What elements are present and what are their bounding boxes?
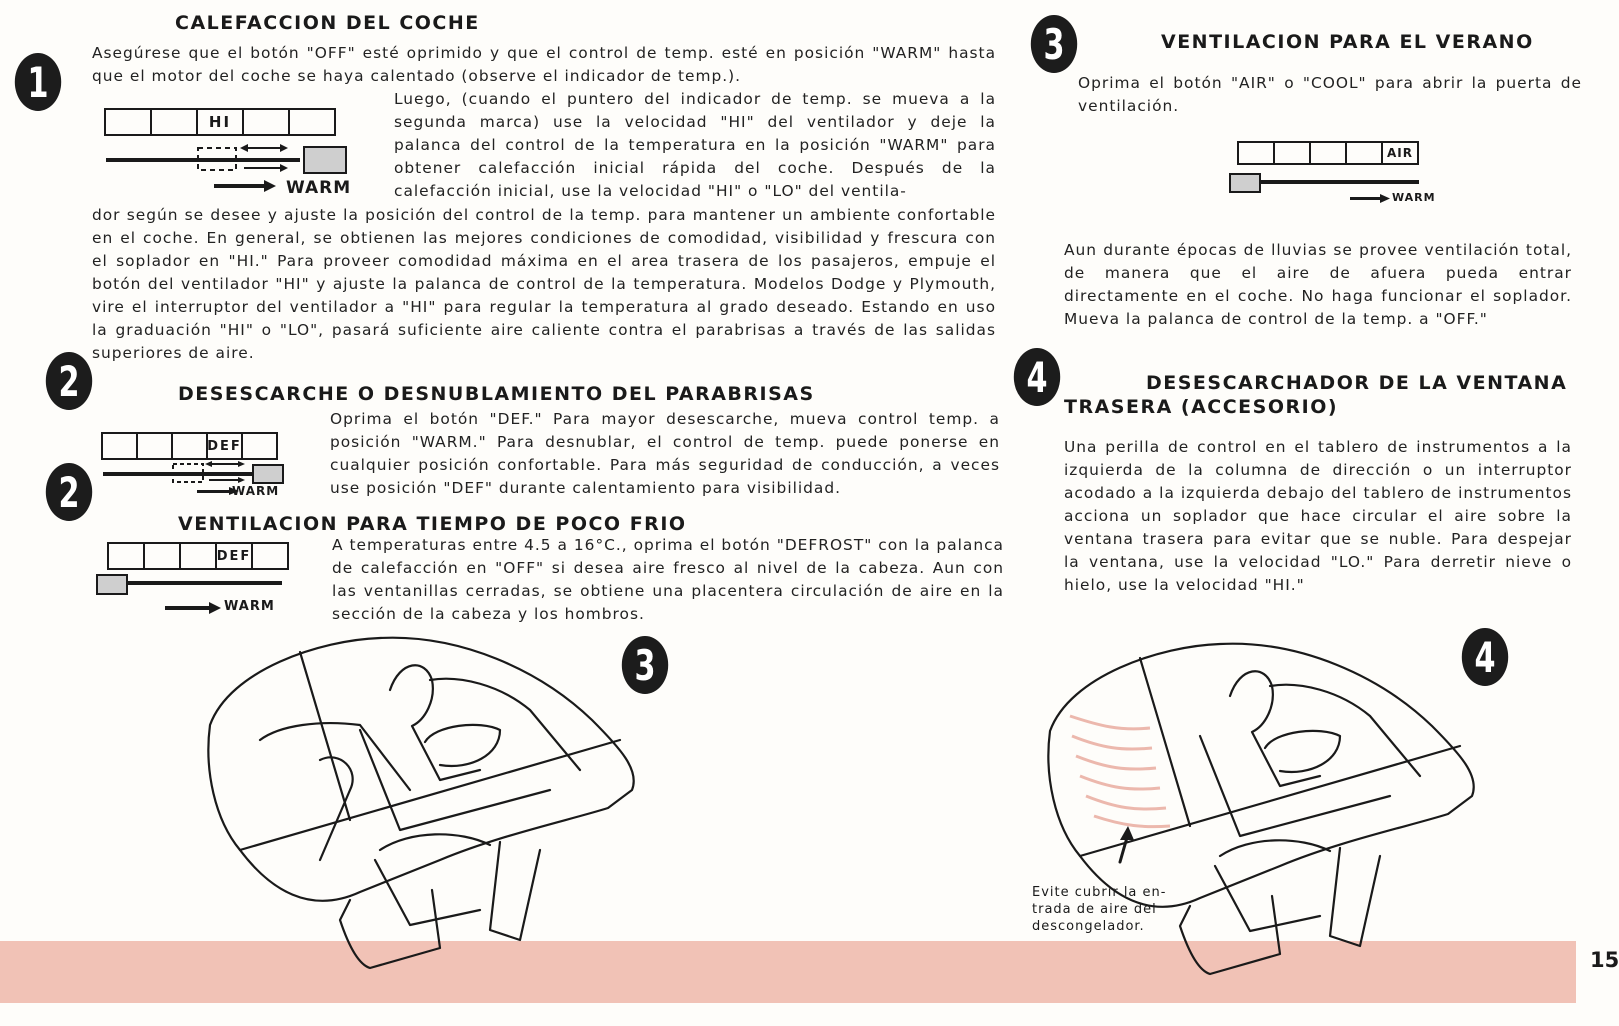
step-badge-2b: 2 — [46, 463, 92, 521]
calefaccion-text-side: Luego, (cuando el puntero del indicador de temp. se mueva a la segunda marca) use la velocidad "HI" del ventilador y deje la palanca del control de la temperatura en la posición "WARM" para obtener calefacción inicial rápida del coche. Después de la calefacción inicial, use la velocidad "HI" o "LO" del ventila- — [394, 90, 996, 200]
panel-button-def: DEF — [206, 432, 243, 460]
verano-text-bottom: Aun durante épocas de lluvias se provee ventilación total, de manera que el aire de afuera pueda entrar directamente en el coche. No haga funcionar el soplador. Mueva la palanca de control de la temp. a "OFF." — [1064, 241, 1572, 328]
caption-line-1: Evite cubrir la en- — [1032, 885, 1167, 900]
ventana-text: Una perilla de control en el tablero de instrumentos a la izquierda de la columna de dirección o un interruptor acodado a la izquierda debajo del tablero de instrumentos acciona un soplador que hace circular el aire sobre la ventana trasera para evitar que se nuble. Para despejar la ventana, use la velocidad "LO." Para derretir nieve o hielo, use la velocidad "HI." — [1064, 438, 1572, 594]
panel-button-def: DEF — [215, 542, 253, 570]
heading-poco-frio: VENTILACION PARA TIEMPO DE POCO FRIO — [178, 513, 687, 535]
arrow-right-icon — [165, 602, 225, 614]
panel-button-hi: HI — [196, 108, 244, 136]
heading-calefaccion: CALEFACCION DEL COCHE — [175, 12, 480, 34]
step-badge-4: 4 — [1014, 348, 1060, 406]
warm-label: WARM — [224, 599, 275, 614]
illustration-badge-3: 3 — [622, 636, 668, 694]
caption-line-2: trada de aire del — [1032, 902, 1157, 917]
heading-verano: VENTILACION PARA EL VERANO — [1161, 31, 1534, 53]
illustration-badge-4: 4 — [1462, 628, 1508, 686]
panel-button-air: AIR — [1381, 141, 1419, 165]
arrow-right-icon — [1350, 194, 1392, 204]
lever-knob — [1229, 173, 1261, 193]
caption-line-3: descongelador. — [1032, 919, 1145, 934]
heading-desescarche: DESESCARCHE O DESNUBLAMIENTO DEL PARABRISAS — [178, 383, 815, 405]
step-badge-2: 2 — [46, 352, 92, 410]
desescarche-text: Oprima el botón "DEF." Para mayor desescarche, mueva control temp. a posición "WARM." Para desnublar, el control de temp. puede ponerse en cualquier posición confortable. Para más seguridad de conducción, a veces use posición "DEF" durante calentamiento para visibilidad. — [330, 410, 1000, 497]
illustration-caption — [1032, 884, 1166, 935]
warm-label: WARM — [286, 178, 352, 198]
step-badge-3: 3 — [1031, 15, 1077, 73]
heading-ventana-line1: DESESCARCHADOR DE LA VENTANA — [1146, 372, 1568, 394]
verano-text-top: Oprima el botón "AIR" o "COOL" para abrir la puerta de ventilación. — [1078, 74, 1582, 115]
page-number: 15 — [1590, 948, 1619, 972]
lever-knob — [96, 574, 128, 595]
warm-label: WARM — [232, 484, 280, 498]
warm-label: WARM — [1392, 191, 1436, 204]
car-illustration-left — [200, 630, 670, 980]
step-badge-1: 1 — [15, 53, 61, 111]
heading-ventana-line2: TRASERA (ACCESORIO) — [1064, 396, 1339, 418]
poco-frio-text: A temperaturas entre 4.5 a 16°C., oprima el botón "DEFROST" con la palanca de calefacción en "OFF" si desea aire fresco al nivel de la cabeza. Aun con las ventanillas cerradas, se obtiene una placentera circulación de aire en la sección de la cabeza y los hombros. — [332, 536, 1004, 623]
lever-track — [1259, 180, 1419, 184]
calefaccion-text-top: Asegúrese que el botón "OFF" esté oprimido y que el control de temp. esté en posición "WARM" hasta que el motor del coche se haya calentado (observe el indicador de temp.). — [92, 44, 996, 85]
calefaccion-text-bottom: dor según se desee y ajuste la posición del control de la temp. para mantener un ambiente confortable en el coche. En general, se obtienen las mejores condiciones de comodidad, visibilidad y frescura con el soplador en "HI." Para proveer comodidad máxima en el area trasera de los pasajeros, empuje el botón del ventilador "HI" y ajuste la palanca de control de la temperatura. Modelos Dodge y Plymouth, vire el interruptor del ventilador a "HI" para regular la temperatura al grado deseado. Estando en uso la graduación "HI" o "LO", pasará suficiente aire caliente contra el parabrisas a través de las salidas superiores de aire. — [92, 206, 996, 362]
lever-track — [126, 581, 282, 585]
